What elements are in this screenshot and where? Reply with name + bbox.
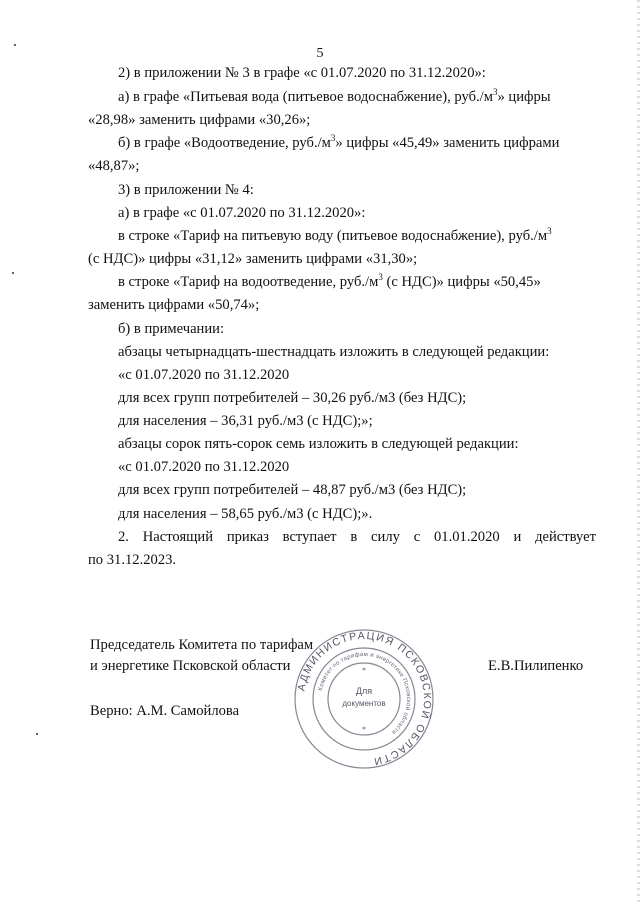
- paragraph-line: для населения – 36,31 руб./м3 (с НДС);»;: [118, 413, 373, 429]
- paragraph-line: «с 01.07.2020 по 31.12.2020: [118, 459, 290, 475]
- paragraph-line: по 31.12.2023.: [88, 552, 177, 568]
- paragraph-line: заменить цифрами «50,74»;: [88, 297, 260, 313]
- signatory-position-cont: и энергетике Псковской области: [90, 658, 291, 674]
- verified-by: Верно: А.М. Самойлова: [90, 703, 240, 719]
- paragraph-line: «48,87»;: [88, 158, 140, 174]
- scan-speck: [36, 733, 38, 735]
- stamp-inner-text: Комитет по тарифам и энергетике Псковской области: [317, 651, 412, 736]
- paragraph-line: 3) в приложении № 4:: [118, 182, 254, 198]
- scan-speck: [12, 272, 14, 274]
- paragraph-line: для населения – 58,65 руб./м3 (с НДС);».: [118, 506, 373, 522]
- signatory-position: Председатель Комитета по тарифам: [90, 637, 314, 653]
- paragraph-line: для всех групп потребителей – 30,26 руб./м3 (без НДС);: [118, 390, 467, 406]
- signatory-name: Е.В.Пилипенко: [488, 658, 584, 674]
- stamp-outer-text: АДМИНИСТРАЦИЯ ПСКОВСКОЙ ОБЛАСТИ: [295, 629, 434, 768]
- paragraph-line: «28,98» заменить цифрами «30,26»;: [88, 112, 311, 128]
- official-stamp: [293, 628, 435, 770]
- paragraph-line: б) в графе «Водоотведение, $руб./м^3$» цифры «45,49» заменить цифрами: [118, 133, 560, 151]
- paragraph-line: абзацы четырнадцать-шестнадцать изложить в следующей редакции:: [118, 344, 550, 360]
- paragraph-line: для всех групп потребителей – 48,87 руб./м3 (без НДС);: [118, 482, 467, 498]
- paragraph-line: абзацы сорок пять-сорок семь изложить в следующей редакции:: [118, 436, 519, 452]
- paragraph-line: а) в графе «Питьевая вода (питьевое водоснабжение), $руб./м^3$» цифры: [118, 87, 551, 105]
- paragraph-line: а) в графе «с 01.07.2020 по 31.12.2020»:: [118, 205, 366, 221]
- paragraph-line: 2) в приложении № 3 в графе «с 01.07.2020 по 31.12.2020»:: [118, 65, 486, 81]
- stamp-star-icon: *: [362, 666, 366, 675]
- paragraph-line: в строке «Тариф на питьевую воду (питьевое водоснабжение), $руб./м^3$: [118, 226, 552, 244]
- paragraph-line: в строке «Тариф на водоотведение, $руб./м^3$ (с НДС)» цифры «50,45»: [118, 272, 541, 290]
- stamp-star-icon: *: [362, 725, 366, 734]
- paragraph-line: 2. Настоящий приказ вступает в силу с 01.01.2020 и действует: [118, 529, 596, 545]
- paragraph-line: б) в примечании:: [118, 321, 225, 337]
- paragraph-line: (с НДС)» цифры «31,12» заменить цифрами «31,30»;: [88, 251, 418, 267]
- stamp-center-line2: документов: [342, 699, 386, 708]
- paragraph-line: «с 01.07.2020 по 31.12.2020: [118, 367, 290, 383]
- stamp-center-line1: Для: [355, 686, 373, 696]
- page-number: 5: [316, 46, 324, 61]
